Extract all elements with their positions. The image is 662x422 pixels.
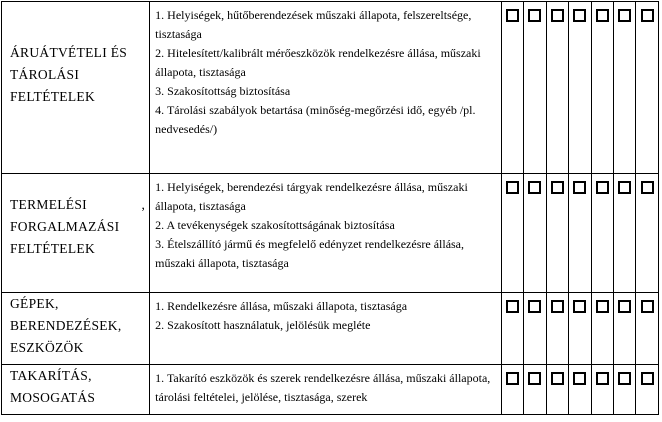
checkbox-cell <box>501 365 523 415</box>
criteria-cell <box>150 365 501 415</box>
checkbox-cell <box>636 2 659 174</box>
category-cell <box>2 174 150 293</box>
checkbox-cell <box>524 174 546 293</box>
category-line <box>10 194 145 216</box>
checkbox-cell <box>636 365 659 415</box>
checkbox-cell <box>546 365 568 415</box>
checkbox[interactable] <box>641 300 654 313</box>
category-cell <box>2 365 150 415</box>
category-comma: , <box>141 197 146 212</box>
checkbox-cell <box>501 174 523 293</box>
checkbox[interactable] <box>641 372 654 385</box>
checkbox[interactable] <box>573 300 586 313</box>
checkbox[interactable] <box>596 372 609 385</box>
checkbox[interactable] <box>551 9 564 22</box>
checkbox[interactable] <box>618 181 631 194</box>
checkbox[interactable] <box>618 300 631 313</box>
section-row-production-distribution <box>2 174 659 293</box>
checkbox[interactable] <box>641 9 654 22</box>
checkbox[interactable] <box>506 181 519 194</box>
category-line: TAKARÍTÁS, <box>10 368 92 383</box>
checkbox-cell <box>546 174 568 293</box>
checkbox-cell <box>524 2 546 174</box>
checkbox[interactable] <box>618 372 631 385</box>
checkbox-cell <box>591 365 613 415</box>
checkbox-cell <box>569 2 591 174</box>
checkbox[interactable] <box>641 181 654 194</box>
checkbox-cell <box>636 293 659 365</box>
checkbox[interactable] <box>596 9 609 22</box>
checkbox[interactable] <box>528 181 541 194</box>
checkbox-cell <box>591 174 613 293</box>
checkbox[interactable] <box>596 300 609 313</box>
checkbox-cell <box>613 365 635 415</box>
criteria-cell <box>150 2 501 174</box>
category-line: ÁRUÁTVÉTELI ÉS <box>10 44 128 60</box>
checkbox[interactable] <box>618 9 631 22</box>
checkbox-cell <box>613 293 635 365</box>
category-line: FELTÉTELEK <box>10 241 95 256</box>
category-cell <box>2 293 150 365</box>
checkbox[interactable] <box>528 372 541 385</box>
criteria-item: 2. Szakosított használatuk, jelölésük megléte <box>155 318 371 332</box>
checkbox-cell <box>501 2 523 174</box>
checkbox[interactable] <box>551 300 564 313</box>
checkbox[interactable] <box>573 181 586 194</box>
criteria-cell <box>150 174 501 293</box>
criteria-cell <box>150 293 501 365</box>
category-line: MOSOGATÁS <box>10 390 96 405</box>
criteria-item: 3. Ételszállító jármű és megfelelő edényzet rendelkezésre állása, műszaki állapota, tisztasága <box>155 237 465 270</box>
checkbox[interactable] <box>573 372 586 385</box>
checkbox[interactable] <box>528 300 541 313</box>
checkbox-cell <box>569 293 591 365</box>
checkbox[interactable] <box>506 372 519 385</box>
criteria-item: 3. Szakosítottság biztosítása <box>155 84 291 98</box>
checkbox[interactable] <box>596 181 609 194</box>
criteria-item: 1. Takarító eszközök és szerek rendelkezésre állása, műszaki állapota, tárolási feltételei, jelölése, tisztasága, szerek <box>155 371 491 404</box>
category-word: TERMELÉSI <box>10 197 87 212</box>
checkbox-cell <box>613 2 635 174</box>
checkbox-cell <box>546 293 568 365</box>
criteria-item: 1. Helyiségek, berendezési tárgyak rendelkezésre állása, műszaki állapota, tisztasága <box>155 180 468 213</box>
criteria-item: 4. Tárolási szabályok betartása (minőség-megőrzési idő, egyéb /pl. nedvesedés/) <box>155 103 476 136</box>
checkbox-cell <box>591 293 613 365</box>
category-line: BERENDEZÉSEK, <box>10 318 122 333</box>
checkbox-cell <box>569 365 591 415</box>
checkbox-cell <box>546 2 568 174</box>
checkbox-cell <box>524 365 546 415</box>
category-line: TÁROLÁSI <box>10 66 80 82</box>
section-row-receiving-storage <box>2 2 659 174</box>
category-cell <box>2 2 150 174</box>
checkbox[interactable] <box>551 372 564 385</box>
checkbox-cell <box>613 174 635 293</box>
checkbox-cell <box>636 174 659 293</box>
checkbox[interactable] <box>573 9 586 22</box>
category-line: GÉPEK, <box>10 296 59 311</box>
checkbox[interactable] <box>528 9 541 22</box>
checkbox-cell <box>501 293 523 365</box>
criteria-item: 1. Rendelkezésre állása, műszaki állapota, tisztasága <box>155 299 408 313</box>
checkbox-cell <box>524 293 546 365</box>
checkbox-cell <box>569 174 591 293</box>
section-row-cleaning <box>2 365 659 415</box>
category-line: ESZKÖZÖK <box>10 340 84 355</box>
checkbox[interactable] <box>506 300 519 313</box>
checklist-table <box>1 1 659 415</box>
checkbox[interactable] <box>506 9 519 22</box>
category-line: FORGALMAZÁSI <box>10 219 120 234</box>
section-row-equipment <box>2 293 659 365</box>
checkbox-cell <box>591 2 613 174</box>
criteria-item: 2. A tevékenységek szakosítottságának biztosítása <box>155 218 395 232</box>
criteria-item: 2. Hitelesített/kalibrált mérőeszközök rendelkezésre állása, műszaki állapota, tisztasága <box>155 46 481 79</box>
criteria-item: 1. Helyiségek, hűtőberendezések műszaki állapota, felszereltsége, tisztasága <box>155 8 472 41</box>
checkbox[interactable] <box>551 181 564 194</box>
category-line: FELTÉTELEK <box>10 88 95 104</box>
